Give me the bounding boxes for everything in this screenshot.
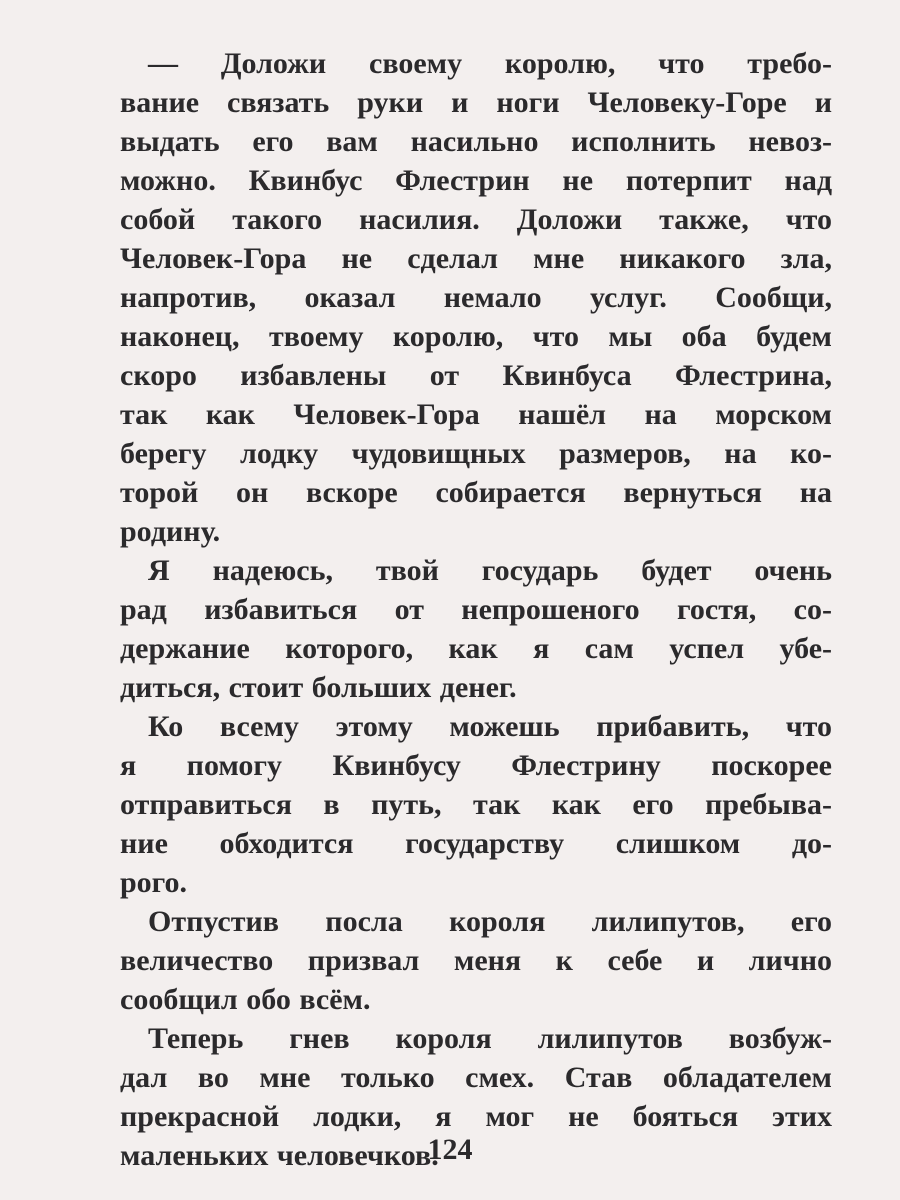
text-line: Я надеюсь, твой государь будет очень: [148, 554, 832, 587]
text-line: собой такого насилия. Доложи также, что: [120, 203, 832, 236]
text-line: Человек-Гора не сделал мне никакого зла,: [120, 242, 832, 275]
text-line: ние обходится государству слишком до-: [120, 827, 832, 860]
text-line: родину.: [120, 515, 221, 548]
text-line: держание которого, как я сам успел убе-: [120, 632, 832, 665]
paragraph: [120, 44, 832, 551]
text-line: я помогу Квинбусу Флестрину поскорее: [120, 749, 832, 782]
text-line: сообщил обо всём.: [120, 983, 371, 1016]
paragraph: [120, 902, 832, 1019]
text-line: напротив, оказал немало услуг. Сообщи,: [120, 281, 832, 314]
text-line: наконец, твоему королю, что мы оба будем: [120, 320, 832, 353]
text-line: прекрасной лодки, я мог не бояться этих: [120, 1100, 832, 1133]
text-line: отправиться в путь, так как его пребыва-: [120, 788, 832, 821]
text-line: величество призвал меня к себе и лично: [120, 944, 832, 977]
text-line: Отпустив посла короля лилипутов, его: [148, 905, 832, 938]
text-line: маленьких человечков.: [120, 1139, 439, 1172]
text-line: Ко всему этому можешь прибавить, что: [148, 710, 832, 743]
text-line: вание связать руки и ноги Человеку-Горе и: [120, 86, 832, 119]
text-line: Теперь гнев короля лилипутов возбуж-: [148, 1022, 832, 1055]
text-line: скоро избавлены от Квинбуса Флестрина,: [120, 359, 832, 392]
text-line: рад избавиться от непрошеного гостя, со-: [120, 593, 832, 626]
text-line: рого.: [120, 866, 188, 899]
text-line: дал во мне только смех. Став обладателем: [120, 1061, 832, 1094]
page-body-text: [120, 44, 832, 1175]
text-line: берегу лодку чудовищных размеров, на ко-: [120, 437, 832, 470]
page-number: 124: [427, 1133, 473, 1166]
text-line: выдать его вам насильно исполнить невоз-: [120, 125, 832, 158]
text-line: — Доложи своему королю, что требо-: [148, 47, 832, 80]
text-line: торой он вскоре собирается вернуться на: [120, 476, 832, 509]
paragraph: [120, 707, 832, 902]
text-line: можно. Квинбус Флестрин не потерпит над: [120, 164, 832, 197]
paragraph: [120, 551, 832, 707]
text-line: так как Человек-Гора нашёл на морском: [120, 398, 832, 431]
text-line: диться, стоит больших денег.: [120, 671, 517, 704]
